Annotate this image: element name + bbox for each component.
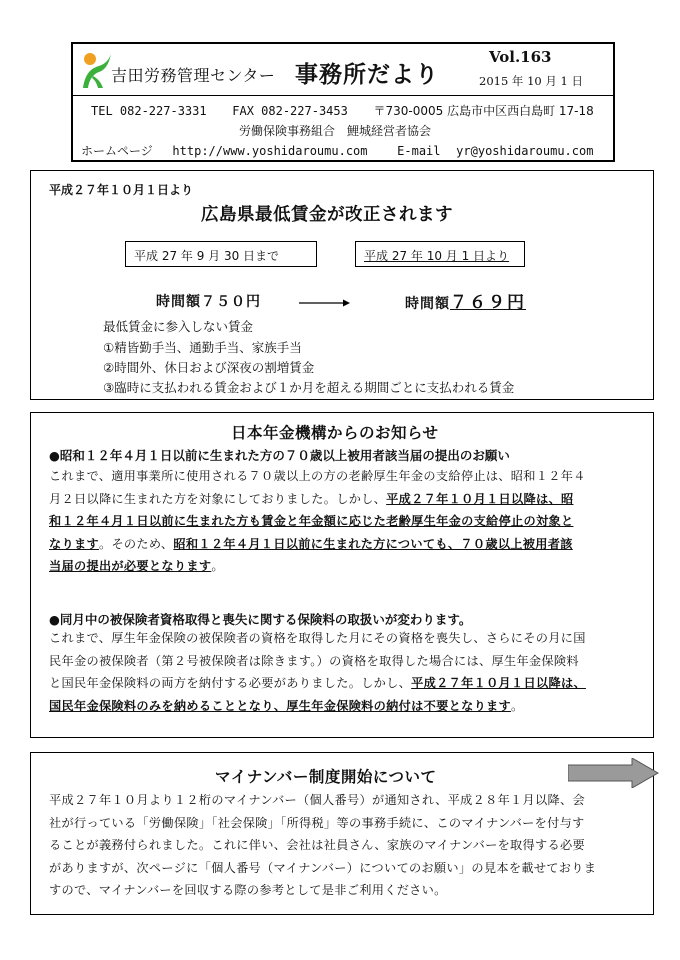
old-wage: 時間額７５０円 [156, 294, 261, 310]
body-line: なります。そのため、昭和１２年４月１日以前に生まれた方についても、７０歳以上被用者該 [49, 536, 573, 551]
old-period-box: 平成 27 年 9 月 30 日まで [125, 241, 317, 267]
excluded-item: ②時間外、休日および深夜の割増賃金 [103, 360, 315, 375]
pension-title: 日本年金機構からのお知らせ [231, 424, 439, 442]
body-line: 和１２年４月１日以前に生まれた方も賃金と年金額に応じた老齢厚生年金の支給停止の対象と [49, 514, 574, 528]
body-line: 民年金の被保険者（第２号被保険者は除きます。）の資格を取得した場合には、厚生年金保険料 [49, 653, 579, 668]
body-line: 月２日以降に生まれた方を対象にしておりました。しかし、平成２７年１０月１日以降は、昭 [49, 491, 574, 506]
excluded-heading: 最低賃金に参入しない賃金 [103, 319, 254, 334]
new-period-box [355, 241, 525, 267]
homepage-link[interactable]: http://www.yoshidaroumu.com [172, 144, 368, 158]
mynumber-title: マイナンバー制度開始について [215, 768, 437, 786]
mynumber-section [30, 752, 654, 915]
body-line: 社が行っている「労働保険」「社会保険」「所得税」等の事務手続に、このマイナンバーを付与す [49, 815, 585, 830]
header-title-row [73, 44, 613, 96]
body-line: これまで、厚生年金保険の被保険者の資格を取得した月にその資格を喪失し、さらにその月に国 [49, 631, 586, 645]
address: 〒730-0005 広島市中区西白島町 17-18 [373, 104, 594, 118]
publication-title: 事務所だより [295, 62, 439, 88]
issue-date: 2015 年 10 月 1 日 [479, 74, 583, 88]
excluded-item: ③臨時に支払われる賃金および１か月を超える期間ごとに支払われる賃金 [103, 380, 515, 395]
volume-number: Vol.163 [489, 48, 552, 66]
minimum-wage-section [30, 170, 654, 400]
new-wage-value: ７６９円 [450, 293, 526, 313]
newsletter-header [71, 42, 615, 162]
new-wage-label: 時間額 [405, 296, 450, 312]
body-line: すので、マイナンバーを回収する際の参考として是非ご利用ください。 [49, 883, 447, 897]
body-line: ることが義務付られました。これに伴い、会社は社員さん、家族のマイナンバーを取得する必要 [49, 838, 585, 852]
body-line: これまで、適用事業所に使用される７０歳以上の方の老齢厚生年金の支給停止は、昭和１２年４ [49, 469, 586, 483]
wage-intro: 平成２７年１０月１日より [49, 183, 194, 197]
body-line: がありますが、次ページに「個人番号（マイナンバー）についてのお願い」の見本を載せておりま [49, 860, 597, 875]
body-line: 当届の提出が必要となります。 [49, 559, 224, 573]
notice2-body [49, 627, 639, 717]
tel-number: TEL 082-227-3331 [91, 104, 207, 118]
notice1-heading: ●昭和１２年４月１日以前に生まれた方の７０歳以上被用者該当届の提出のお願い [49, 448, 510, 463]
body-line: 国民年金保険料のみを納めることとなり、厚生年金保険料の納付は不要となります。 [49, 698, 524, 713]
associations: 労働保険事務組合 鯉城経営者協会 [239, 124, 432, 138]
new-period: 平成 27 年 10 月 1 日より [364, 249, 510, 263]
org-name: 吉田労務管理センター [111, 66, 276, 85]
fax-number: FAX 082-227-3453 [232, 104, 348, 118]
contact-line [91, 102, 594, 119]
homepage-label: ホームページ [81, 144, 153, 158]
next-page-arrow-icon [568, 758, 660, 788]
notice2-heading: ●同月中の被保険者資格取得と喪失に関する保険料の取扱いが変わります。 [49, 612, 472, 627]
notice1-body [49, 465, 639, 578]
web-line [81, 142, 593, 159]
right-arrow-icon [299, 298, 351, 308]
body-line: 平成２７年１０月より１２桁のマイナンバー（個人番号）が通知され、平成２８年１月以降、会 [49, 793, 585, 807]
mynumber-body [49, 789, 639, 902]
new-wage [405, 288, 526, 313]
excluded-item: ①精皆勤手当、通勤手当、家族手当 [103, 340, 302, 355]
email-link[interactable]: yr@yoshidaroumu.com [456, 144, 594, 158]
wage-title: 広島県最低賃金が改正されます [201, 205, 453, 225]
email-label: E-mail [397, 144, 441, 158]
body-line: と国民年金保険料の両方を納付する必要がありました。しかし、平成２７年１０月１日以降は、 [49, 676, 586, 690]
company-logo-icon [79, 50, 113, 90]
pension-notice-section [30, 412, 654, 738]
